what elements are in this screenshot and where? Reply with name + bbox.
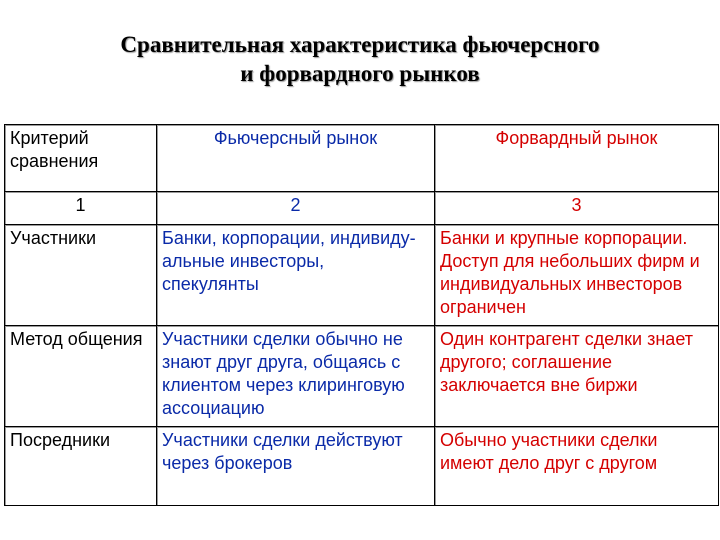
- futures-cell: Участники сделки действуют через брокеров: [157, 427, 435, 506]
- table-row: [5, 326, 719, 427]
- page-title: [0, 30, 720, 88]
- futures-cell: Участники сделки обычно не знают друг друга, общаясь с клиентом через клиринговую ассоциацию: [157, 326, 435, 427]
- criterion-cell: Участники: [5, 225, 157, 326]
- forward-cell: Обычно участники сделки имеют дело друг с другом: [435, 427, 719, 506]
- column-number-3: 3: [435, 192, 719, 225]
- comparison-table: [4, 124, 719, 506]
- page-title-line-1: Сравнительная характеристика фьючерсного: [120, 32, 600, 57]
- column-number-1: 1: [5, 192, 157, 225]
- table-row: [5, 427, 719, 506]
- column-number-row: [5, 192, 719, 225]
- forward-cell: Один контрагент сделки знает другого; соглашение заключается вне биржи: [435, 326, 719, 427]
- forward-cell: Банки и крупные корпорации. Доступ для небольших фирм и индивидуальных инвесторов ограничен: [435, 225, 719, 326]
- futures-cell: Банки, корпорации, индивиду- альные инвесторы, спекулянты: [157, 225, 435, 326]
- page-title-line-2: и форвардного рынков: [240, 61, 480, 86]
- header-criterion: Критерий сравнения: [5, 125, 157, 192]
- table-header-row: [5, 125, 719, 192]
- criterion-cell: Посредники: [5, 427, 157, 506]
- column-number-2: 2: [157, 192, 435, 225]
- header-forward-market: Форвардный рынок: [435, 125, 719, 192]
- criterion-cell: Метод общения: [5, 326, 157, 427]
- header-futures-market: Фьючерсный рынок: [157, 125, 435, 192]
- table-row: [5, 225, 719, 326]
